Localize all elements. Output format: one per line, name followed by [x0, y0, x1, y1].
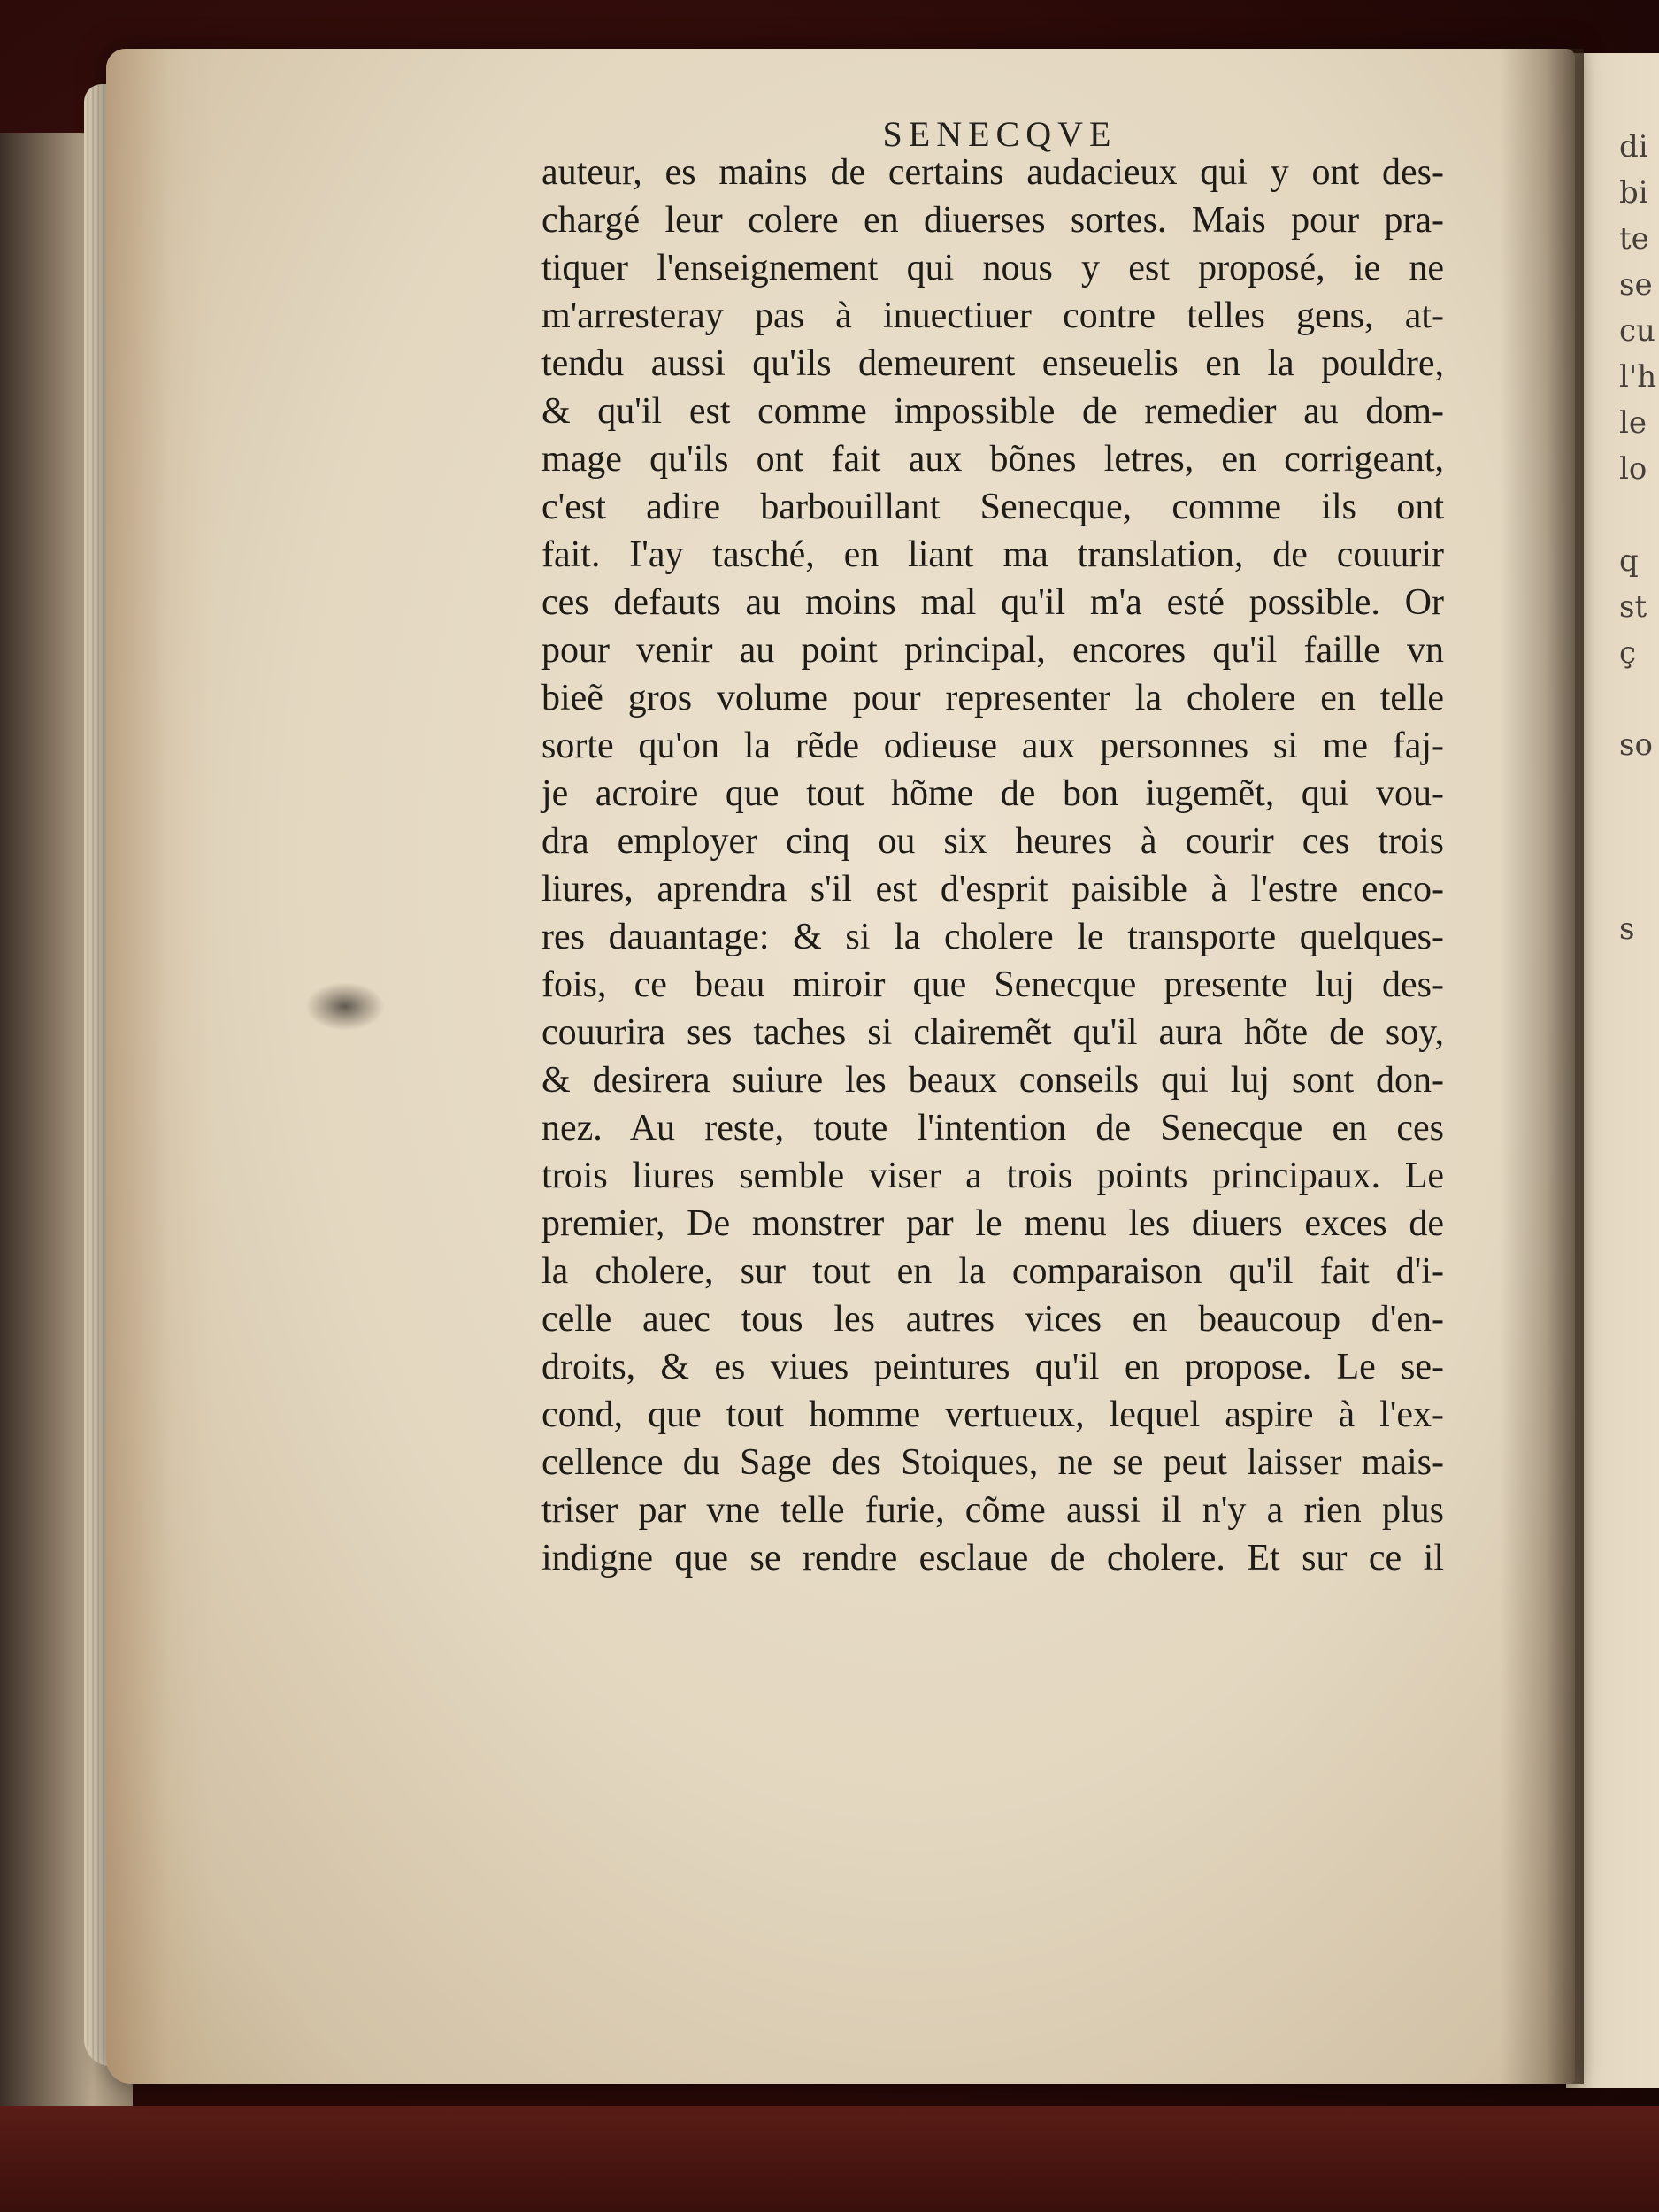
ink-smudge [305, 982, 385, 1031]
text-line: indigne que se rendre esclaue de cholere. Et sur ce il [541, 1538, 1444, 1578]
text-line: ces defauts au moins mal qu'il m'a esté possible. Or [541, 582, 1444, 623]
text-line: je acroire que tout hõme de bon iugemẽt, qui vou- [541, 773, 1444, 814]
text-line: pour venir au point principal, encores qu'il faille vn [541, 630, 1444, 671]
text-line: tendu aussi qu'ils demeurent enseuelis en la pouldre, [541, 343, 1444, 384]
text-line: fait. I'ay tasché, en liant ma translation, de couurir [541, 534, 1444, 575]
text-line: auteur, es mains de certains audacieux qui y ont des- [541, 152, 1444, 193]
text-line: c'est adire barbouillant Senecque, comme ils ont [541, 487, 1444, 527]
text-line: trois liures semble viser a trois points principaux. Le [541, 1156, 1444, 1196]
text-line: celle auec tous les autres vices en beaucoup d'en- [541, 1299, 1444, 1340]
text-line: dra employer cinq ou six heures à courir ces trois [541, 821, 1444, 862]
text-line: bieẽ gros volume pour representer la cholere en telle [541, 678, 1444, 718]
table-surface [0, 2106, 1659, 2212]
text-line: & qu'il est comme impossible de remedier au dom- [541, 391, 1444, 432]
text-line: & desirera suiure les beaux conseils qui luj sont don- [541, 1060, 1444, 1101]
text-line: la cholere, sur tout en la comparaison qu'il fait d'i- [541, 1251, 1444, 1292]
book-gutter [1500, 49, 1584, 2084]
text-line: cellence du Sage des Stoiques, ne se peut laisser mais- [541, 1442, 1444, 1483]
text-line: mage qu'ils ont fait aux bõnes letres, en corrigeant, [541, 439, 1444, 480]
text-line: res dauantage: & si la cholere le transporte quelques- [541, 917, 1444, 957]
text-line: cond, que tout homme vertueux, lequel aspire à l'ex- [541, 1394, 1444, 1435]
text-line: chargé leur colere en diuerses sortes. Mais pour pra- [541, 200, 1444, 241]
text-line: droits, & es viues peintures qu'il en propose. Le se- [541, 1347, 1444, 1387]
text-line: liures, aprendra s'il est d'esprit paisible à l'estre enco- [541, 869, 1444, 910]
page-body-text [541, 149, 1444, 1582]
running-head: SENECQVE [882, 114, 1118, 154]
text-line: m'arresteray pas à inuectiuer contre telles gens, at- [541, 296, 1444, 336]
text-line: couurira ses taches si clairemẽt qu'il aura hõte de soy, [541, 1012, 1444, 1053]
text-line: sorte qu'on la rẽde odieuse aux personnes si me faj- [541, 726, 1444, 766]
text-line: triser par vne telle furie, cõme aussi il n'y a rien plus [541, 1490, 1444, 1531]
text-line: tiquer l'enseignement qui nous y est proposé, ie ne [541, 248, 1444, 288]
facing-page-text-fragment: di bi te se cu l'h le lo q st ç so s [1619, 129, 1657, 947]
text-line: nez. Au reste, toute l'intention de Senecque en ces [541, 1108, 1444, 1148]
text-line: premier, De monstrer par le menu les diuers exces de [541, 1203, 1444, 1244]
text-line: fois, ce beau miroir que Senecque presente luj des- [541, 964, 1444, 1005]
